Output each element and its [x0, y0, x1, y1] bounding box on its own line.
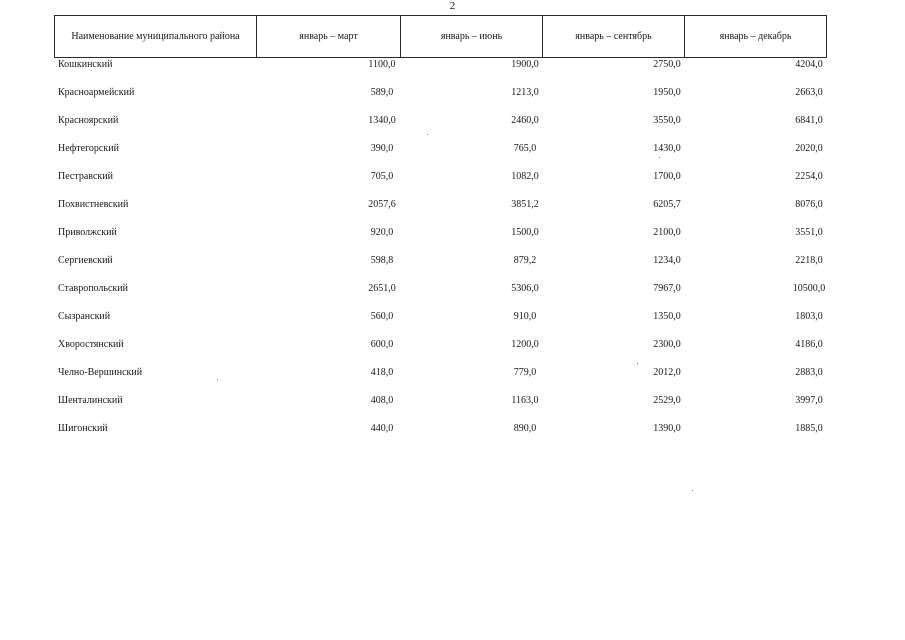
table-row	[54, 170, 826, 198]
value-jan-dec: 10500,0	[792, 283, 826, 294]
scan-speck	[692, 490, 693, 491]
scan-speck	[659, 157, 660, 158]
value-jan-dec: 1803,0	[795, 311, 823, 322]
value-jan-mar: 600,0	[370, 339, 394, 350]
value-jan-sep: 1350,0	[653, 311, 681, 322]
value-jan-sep: 3550,0	[653, 115, 681, 126]
value-jan-dec: 3551,0	[795, 227, 823, 238]
district-name: Пестравский	[58, 171, 113, 182]
value-jan-sep: 7967,0	[653, 283, 681, 294]
value-jan-dec: 2663,0	[795, 87, 823, 98]
value-jan-sep: 1390,0	[653, 423, 681, 434]
district-name: Ставропольский	[58, 283, 128, 294]
district-name: Шигонский	[58, 423, 108, 434]
value-jan-dec: 2218,0	[795, 255, 823, 266]
value-jan-sep: 2100,0	[653, 227, 681, 238]
value-jan-dec: 4204,0	[795, 59, 823, 70]
value-jan-jun: 1163,0	[511, 395, 539, 406]
district-name: Шенталинский	[58, 395, 123, 406]
district-name: Приволжский	[58, 227, 117, 238]
value-jan-jun: 1082,0	[511, 171, 539, 182]
district-name: Челно-Вершинский	[58, 367, 143, 378]
value-jan-sep: 1700,0	[653, 171, 681, 182]
district-name: Сергиевский	[58, 255, 113, 266]
value-jan-mar: 408,0	[370, 395, 394, 406]
value-jan-sep: 1234,0	[653, 255, 681, 266]
district-name: Похвистневский	[58, 199, 129, 210]
table-body	[54, 58, 826, 450]
value-jan-mar: 920,0	[370, 227, 394, 238]
table-row	[54, 142, 826, 170]
table-row	[54, 114, 826, 142]
value-jan-jun: 1900,0	[511, 59, 539, 70]
value-jan-jun: 879,2	[513, 255, 537, 266]
value-jan-dec: 8076,0	[795, 199, 823, 210]
value-jan-mar: 390,0	[370, 143, 394, 154]
header-jan-mar: январь – март	[257, 16, 401, 58]
table-row	[54, 254, 826, 282]
value-jan-sep: 6205,7	[653, 199, 681, 210]
header-district-name: Наименование муниципального района	[55, 16, 257, 58]
value-jan-jun: 1500,0	[511, 227, 539, 238]
value-jan-sep: 2529,0	[653, 395, 681, 406]
value-jan-jun: 3851,2	[511, 199, 539, 210]
table-row	[54, 310, 826, 338]
value-jan-mar: 2057,6	[368, 199, 396, 210]
value-jan-mar: 598,8	[370, 255, 394, 266]
table-row	[54, 338, 826, 366]
value-jan-jun: 765,0	[513, 143, 537, 154]
value-jan-dec: 3997,0	[795, 395, 823, 406]
scan-speck	[427, 134, 428, 135]
value-jan-jun: 1213,0	[511, 87, 539, 98]
value-jan-mar: 1100,0	[368, 59, 396, 70]
header-jan-jun: январь – июнь	[401, 16, 543, 58]
value-jan-jun: 5306,0	[511, 283, 539, 294]
table-row	[54, 394, 826, 422]
header-jan-sep: январь – сентябрь	[543, 16, 685, 58]
value-jan-jun: 890,0	[513, 423, 537, 434]
district-name: Сызранский	[58, 311, 111, 322]
table-row	[54, 86, 826, 114]
district-name: Хворостянский	[58, 339, 124, 350]
header-jan-dec: январь – декабрь	[685, 16, 827, 58]
value-jan-mar: 560,0	[370, 311, 394, 322]
value-jan-dec: 1885,0	[795, 423, 823, 434]
value-jan-dec: 4186,0	[795, 339, 823, 350]
header-row	[55, 16, 827, 58]
scan-speck	[637, 363, 638, 364]
value-jan-jun: 779,0	[513, 367, 537, 378]
table-row	[54, 422, 826, 450]
value-jan-mar: 418,0	[370, 367, 394, 378]
value-jan-mar: 2651,0	[368, 283, 396, 294]
value-jan-sep: 1950,0	[653, 87, 681, 98]
value-jan-dec: 6841,0	[795, 115, 823, 126]
table-header	[54, 15, 827, 58]
value-jan-jun: 1200,0	[511, 339, 539, 350]
district-name: Красноярский	[58, 115, 119, 126]
value-jan-sep: 2012,0	[653, 367, 681, 378]
table-row	[54, 226, 826, 254]
district-name: Красноармейский	[58, 87, 135, 98]
value-jan-mar: 589,0	[370, 87, 394, 98]
table-row	[54, 282, 826, 310]
table-row	[54, 366, 826, 394]
page-number: 2	[449, 0, 456, 12]
value-jan-dec: 2254,0	[795, 171, 823, 182]
value-jan-jun: 910,0	[513, 311, 537, 322]
value-jan-mar: 1340,0	[368, 115, 396, 126]
value-jan-jun: 2460,0	[511, 115, 539, 126]
value-jan-mar: 705,0	[370, 171, 394, 182]
value-jan-dec: 2883,0	[795, 367, 823, 378]
table-row	[54, 198, 826, 226]
value-jan-dec: 2020,0	[795, 143, 823, 154]
district-name: Нефтегорский	[58, 143, 119, 154]
value-jan-sep: 2300,0	[653, 339, 681, 350]
scan-speck	[217, 379, 218, 380]
district-name: Кошкинский	[58, 59, 113, 70]
value-jan-sep: 2750,0	[653, 59, 681, 70]
value-jan-mar: 440,0	[370, 423, 394, 434]
table-row	[54, 58, 826, 86]
value-jan-sep: 1430,0	[653, 143, 681, 154]
